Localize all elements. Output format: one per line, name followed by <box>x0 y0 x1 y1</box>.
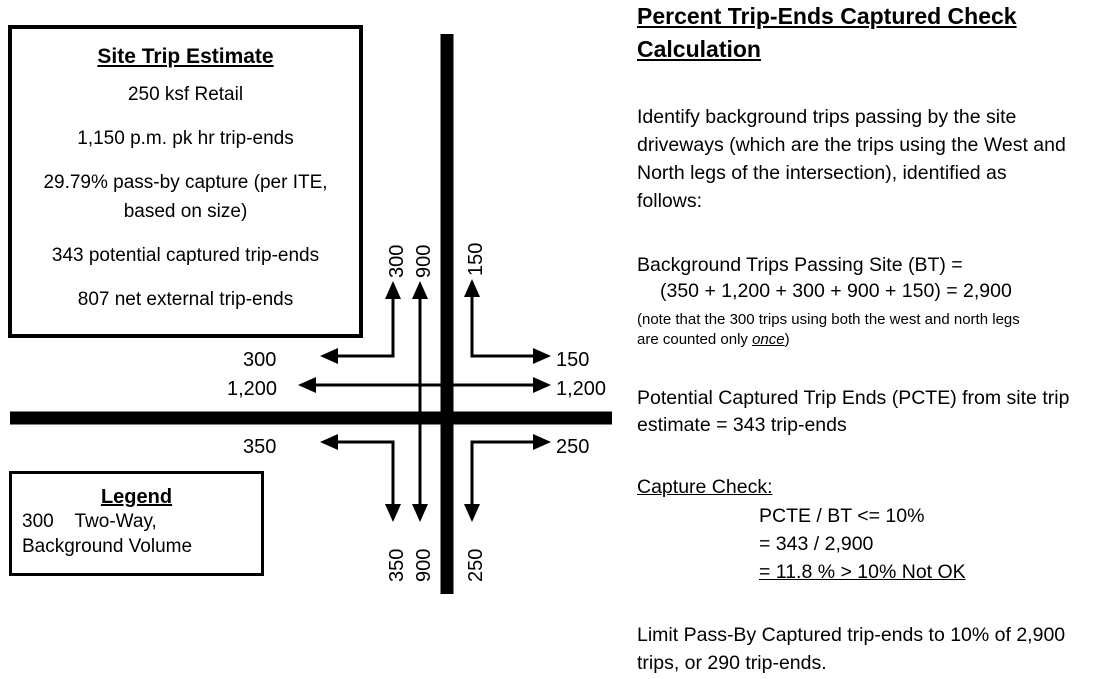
capture-check-line-3: = 11.8 % > 10% Not OK <box>759 561 966 583</box>
se-down-arrowhead <box>464 504 480 522</box>
se-turn-arrow <box>472 442 536 508</box>
north-through-volume: 900 <box>413 244 435 278</box>
panel-title-line-2: Calculation <box>637 36 761 62</box>
intro-line-3: North legs of the intersection), identified as <box>637 162 1007 184</box>
site-box-title: Site Trip Estimate <box>97 45 274 68</box>
site-box-line-3a: 29.79% pass-by capture (per ITE, <box>43 172 328 193</box>
south-right-volume: 250 <box>465 548 487 582</box>
site-trip-estimate-box <box>8 25 363 338</box>
east-top-volume: 150 <box>556 349 590 371</box>
nw-left-arrowhead <box>320 348 338 364</box>
intro-line-4: follows: <box>637 190 703 212</box>
site-box-line-2: 1,150 p.m. pk hr trip-ends <box>77 128 294 149</box>
east-through-volume: 1,200 <box>556 378 607 400</box>
ne-turn-arrow <box>472 294 536 356</box>
limit-line-2: trips, or 290 trip-ends. <box>637 652 827 674</box>
west-top-volume: 300 <box>243 349 277 371</box>
capture-check-title: Capture Check: <box>637 476 773 498</box>
east-arrowhead <box>533 377 551 393</box>
site-box-line-3b: based on size) <box>123 201 248 222</box>
limit-line-1: Limit Pass-By Captured trip-ends to 10% of 2,900 <box>637 624 1066 646</box>
north-up-arrowhead <box>412 281 428 299</box>
capture-check-line-1: PCTE / BT <= 10% <box>759 505 925 527</box>
nw-up-arrowhead <box>385 281 401 299</box>
site-box-line-4: 343 potential captured trip-ends <box>51 245 320 266</box>
sw-down-arrowhead <box>385 504 401 522</box>
note-once-emphasis: once <box>752 331 785 348</box>
panel-title-line-1: Percent Trip-Ends Captured Check <box>637 3 1017 29</box>
bt-line-2: (350 + 1,200 + 300 + 900 + 150) = 2,900 <box>660 280 1012 302</box>
pcte-line-2: estimate = 343 trip-ends <box>637 414 847 436</box>
west-through-volume: 1,200 <box>227 378 278 400</box>
note-line-2 <box>637 330 790 350</box>
north-down-arrowhead <box>412 504 428 522</box>
sw-left-arrowhead <box>320 434 338 450</box>
capture-check-line-2: = 343 / 2,900 <box>759 533 874 555</box>
ne-up-arrowhead <box>464 279 480 297</box>
pcte-line-1: Potential Captured Trip Ends (PCTE) from site trip <box>637 387 1070 409</box>
legend-title: Legend <box>100 486 173 508</box>
site-box-line-5: 807 net external trip-ends <box>77 289 294 310</box>
south-left-volume: 350 <box>386 548 408 582</box>
legend-row-1: 300 Two-Way, <box>22 511 157 532</box>
note-line-2-end: ) <box>784 331 790 348</box>
intro-line-1: Identify background trips passing by the site <box>637 106 1017 128</box>
intro-line-2: driveways (which are the trips using the West and <box>637 134 1066 156</box>
west-arrowhead <box>298 377 316 393</box>
north-left-volume: 300 <box>386 244 408 278</box>
legend-row-2: Background Volume <box>22 536 193 557</box>
north-right-volume: 150 <box>465 242 487 276</box>
south-through-volume: 900 <box>413 548 435 582</box>
se-right-arrowhead <box>533 434 551 450</box>
legend-box <box>9 471 264 576</box>
note-line-2-start: are counted only <box>637 331 753 348</box>
note-line-1: (note that the 300 trips using both the west and north legs <box>637 311 1020 328</box>
bt-line-1: Background Trips Passing Site (BT) = <box>637 254 963 276</box>
sw-turn-arrow <box>335 442 393 508</box>
site-box-line-1: 250 ksf Retail <box>127 84 244 105</box>
ne-right-arrowhead <box>533 348 551 364</box>
west-bottom-volume: 350 <box>243 436 277 458</box>
east-bottom-volume: 250 <box>556 436 590 458</box>
